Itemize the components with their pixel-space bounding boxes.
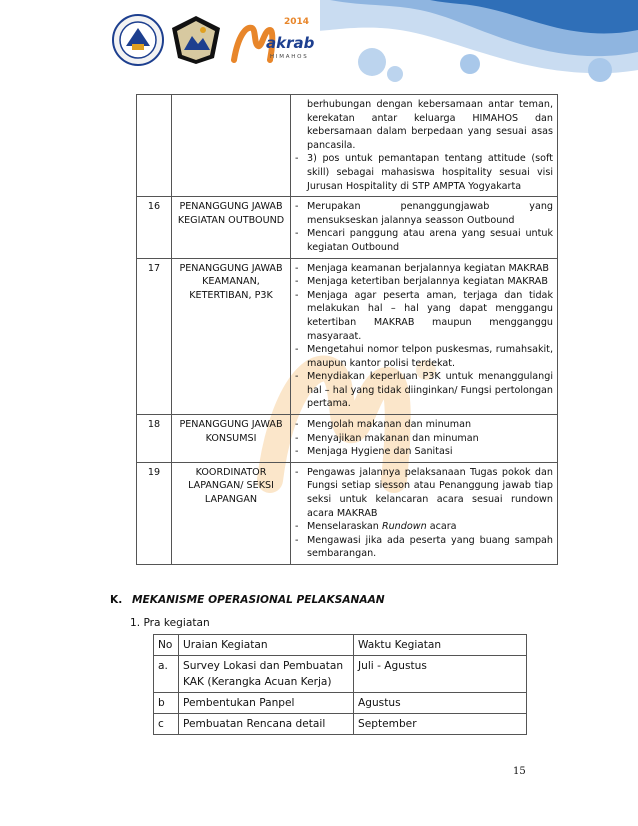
list-dash [295, 98, 307, 152]
makrab-logo-name: akrab [266, 34, 315, 52]
table-row [137, 197, 558, 258]
list-text [307, 520, 553, 534]
list-dash: - [295, 371, 299, 383]
list-dash: - [295, 521, 299, 533]
row-role: PENANGGUNG JAWAB KEAMANAN, KETERTIBAN, P3K [172, 258, 291, 415]
row-number: 16 [137, 197, 172, 258]
row-description [291, 462, 558, 564]
list-item [295, 343, 553, 370]
list-text-main: Menyajikan makanan dan minuman [307, 432, 479, 444]
row-description [291, 95, 558, 197]
table-row [137, 462, 558, 564]
header-uraian: Uraian Kegiatan [179, 635, 354, 656]
header-no: No [154, 635, 179, 656]
cell-waktu: Agustus [354, 693, 527, 714]
list-item [295, 262, 553, 276]
list-text [307, 432, 553, 446]
list-text-main: Menjaga ketertiban berjalannya kegiatan MAKRAB [307, 276, 548, 288]
list-dash: - [295, 534, 299, 546]
pra-kegiatan-table [153, 634, 527, 735]
list-item [295, 370, 553, 411]
cell-no: b [154, 693, 179, 714]
cell-waktu: Juli - Agustus [354, 656, 527, 693]
table-row [154, 714, 527, 735]
list-dash: - [295, 289, 299, 301]
list-item [295, 289, 553, 343]
cell-uraian: Pembuatan Rencana detail [179, 714, 354, 735]
list-text-main: Pengawas jalannya pelaksanaan Tugas pokok dan Fungsi setiap siesson atau Penanggung jawab tiap seksi untuk kelancaran acara sesuai rundown acara MAKRAB [307, 466, 553, 519]
list-text-main: Menjaga Hygiene dan Sanitasi [307, 446, 453, 458]
list-item [295, 418, 553, 432]
list-text-main: 3) pos untuk pemantapan tentang attitude (soft skill) sebagai mahasiswa hospitality sesuai visi Jurusan Hospitality di STP AMPTA Yogyakarta [307, 153, 553, 192]
cell-no: c [154, 714, 179, 735]
list-item [295, 200, 553, 227]
row-number: 17 [137, 258, 172, 415]
list-dash: - [295, 419, 299, 431]
list-item [295, 98, 553, 152]
list-item [295, 445, 553, 459]
list-text-after: acara [426, 521, 457, 533]
list-dash: - [295, 432, 299, 444]
row-role [172, 95, 291, 197]
university-seal-logo [112, 14, 164, 66]
cell-uraian: Pembentukan Panpel [179, 693, 354, 714]
list-text-main: Merupakan penanggungjawab yang mensukseskan jalannya seasson Outbound [307, 201, 553, 226]
cell-waktu: September [354, 714, 527, 735]
row-number [137, 95, 172, 197]
list-text-main: Menselaraskan [307, 521, 382, 533]
section-heading [110, 594, 385, 606]
table-row [137, 95, 558, 197]
cell-no: a. [154, 656, 179, 693]
list-text [307, 262, 553, 276]
list-item [295, 275, 553, 289]
list-item [295, 152, 553, 193]
responsibility-table [136, 94, 558, 565]
list-item [295, 432, 553, 446]
list-text-main: Menydiakan keperluan P3K untuk menanggulangi hal – hal yang tidak diinginkan/ Fungsi pertolongan pertama. [307, 371, 553, 410]
row-description [291, 197, 558, 258]
list-text-main: Menjaga keamanan berjalannya kegiatan MAKRAB [307, 262, 549, 274]
list-text-main: Menjaga agar peserta aman, terjaga dan tidak melakukan hal – hal yang dapat menggangu ketertiban MAKRAB maupun mengganggu masyaraat. [307, 289, 553, 342]
row-role: PENANGGUNG JAWAB KEGIATAN OUTBOUND [172, 197, 291, 258]
row-number: 18 [137, 415, 172, 463]
list-text-italic: Rundown [381, 521, 427, 533]
list-text [307, 200, 553, 227]
list-item [295, 520, 553, 534]
list-dash: - [295, 466, 299, 478]
row-role: PENANGGUNG JAWAB KONSUMSI [172, 415, 291, 463]
makrab-logo-year: 2014 [284, 17, 310, 27]
table-row [154, 656, 527, 693]
list-dash: - [295, 446, 299, 458]
page-number: 15 [513, 766, 526, 777]
list-dash: - [295, 344, 299, 356]
list-text [307, 289, 553, 343]
table-row [154, 693, 527, 714]
list-text [307, 98, 553, 152]
list-item [295, 534, 553, 561]
list-text [307, 275, 553, 289]
list-text [307, 534, 553, 561]
list-text-main: Mengawasi jika ada peserta yang buang sampah sembarangan. [307, 534, 553, 560]
list-text-main: berhubungan dengan kebersamaan antar teman, kerekatan antar keluarga HIMAHOS dan kebersamaan dalam berpedaan yang sesuai asas pancasila. [307, 99, 553, 151]
table-row [137, 415, 558, 463]
table-header-row [154, 635, 527, 656]
list-text [307, 152, 553, 193]
list-dash: - [295, 153, 299, 165]
cell-uraian: Survey Lokasi dan Pembuatan KAK (Kerangka Acuan Kerja) [179, 656, 354, 693]
list-text [307, 343, 553, 370]
row-description [291, 258, 558, 415]
row-role: KOORDINATOR LAPANGAN/ SEKSI LAPANGAN [172, 462, 291, 564]
makrab-logo [230, 16, 315, 70]
row-description [291, 415, 558, 463]
header-waktu: Waktu Kegiatan [354, 635, 527, 656]
header-decoration [0, 0, 638, 92]
section-letter: K. [110, 594, 123, 606]
list-text [307, 466, 553, 520]
list-item [295, 227, 553, 254]
list-text [307, 227, 553, 254]
list-dash: - [295, 201, 299, 213]
subsection-heading: 1. Pra kegiatan [130, 617, 210, 629]
list-item [295, 466, 553, 520]
list-dash: - [295, 262, 299, 274]
list-text-main: Mencari panggung atau arena yang sesuai untuk kegiatan Outbound [307, 228, 553, 253]
makrab-logo-sub: H I M A H O S [270, 54, 307, 60]
row-number: 19 [137, 462, 172, 564]
list-text-main: Mengetahui nomor telpon puskesmas, rumahsakit, maupun kantor polisi terdekat. [307, 344, 553, 369]
list-text-main: Mengolah makanan dan minuman [307, 419, 472, 431]
himahos-shield-logo [170, 14, 222, 66]
list-text [307, 370, 553, 411]
section-title: MEKANISME OPERASIONAL PELAKSANAAN [132, 594, 385, 606]
list-dash: - [295, 276, 299, 288]
list-dash: - [295, 228, 299, 240]
table-row [137, 258, 558, 415]
list-text [307, 445, 553, 459]
list-text [307, 418, 553, 432]
